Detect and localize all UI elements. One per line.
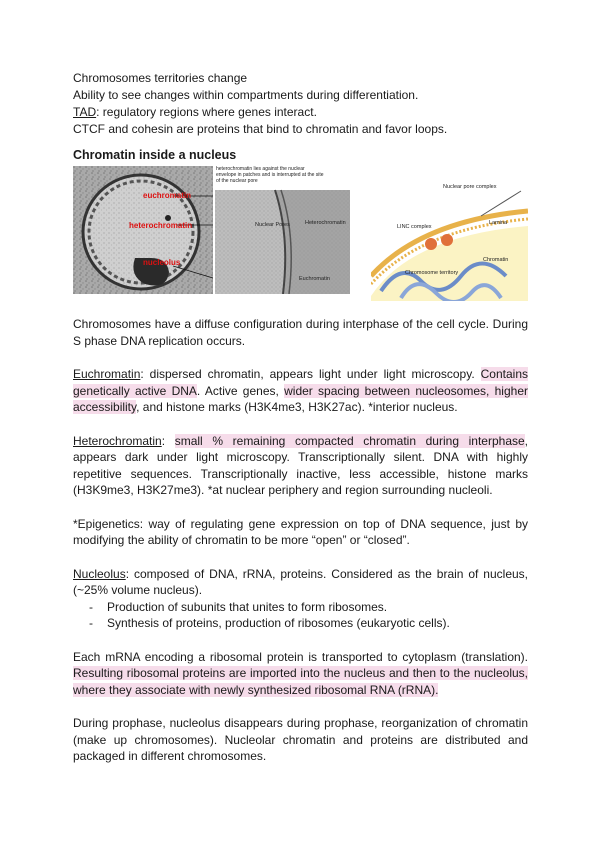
label-euchromatin: euchromatin [143, 191, 192, 200]
label-nuclear-pores: Nuclear Pores [255, 222, 290, 228]
tad-term: TAD [73, 105, 97, 119]
heterochromatin-term: Heterochromatin [73, 433, 162, 448]
euchromatin-term: Euchromatin [73, 367, 141, 381]
nucleus-micrograph [73, 166, 213, 294]
label-euchromatin-2: Euchromatin [299, 276, 330, 282]
euchromatin-highlight-2: wider spacing between nucleosomes, higher accessibility [73, 383, 528, 414]
tad-definition: : regulatory regions where genes interact. [96, 105, 317, 119]
label-npc: Nuclear pore complex [443, 184, 497, 190]
nucleolus-list [73, 599, 528, 632]
label-linc: LINC complex [397, 224, 432, 230]
euchromatin-text-e: , and histone marks (H3K4me3, H3K27ac). *interior nucleus. [136, 400, 458, 414]
nucleolus-term: Nucleolus [73, 566, 126, 581]
mrna-highlight: Resulting ribosomal proteins are imported into the nucleus and then to the nucleolus, where they associate with newly synthesized ribosomal RNA (rRNA). [73, 666, 528, 697]
mrna-text-a: Each mRNA encoding a ribosomal protein is transported to cytoplasm (translation). [73, 649, 528, 664]
label-nucleolus: nucleolus [143, 258, 181, 267]
heterochromatin-text-c: , appears dark under light microscopy. Transcriptionally silent. DNA with highly repetitive sequences. Transcriptionally inactive, less accessible, histone marks (H3K9me3, H3K27me3). *at nuclear periphery and region surrounding nucleoli. [73, 433, 529, 497]
nuclear-envelope-micrograph [215, 166, 350, 294]
paragraph-epigenetics: *Epigenetics: way of regulating gene expression on top of DNA sequence, just by modifying the ability of chromatin to be more “open” or “closed”. [73, 516, 528, 547]
intro-line-2: Ability to see changes within compartments during differentiation. [73, 88, 419, 102]
label-heterochromatin-2: Heterochromatin [305, 220, 346, 226]
paragraph-interphase: Chromosomes have a diffuse configuration during interphase of the cell cycle. During S phase DNA replication occurs. [73, 317, 528, 348]
intro-line-1: Chromosomes territories change [73, 71, 248, 85]
paragraph-prophase: During prophase, nucleolus disappears during prophase, reorganization of chromatin (make up chromosomes). Nucleolar chromatin and proteins are distributed and packaged in different chromosomes. [73, 716, 528, 763]
intro-line-4: CTCF and cohesin are proteins that bind to chromatin and favor loops. [73, 122, 448, 136]
euchromatin-highlight-1: Contains genetically active DNA [73, 367, 528, 398]
figure-strip [73, 166, 528, 301]
nuclear-periphery-diagram [371, 166, 528, 301]
document-page [73, 70, 528, 765]
micrograph-caption: heterochromatin lies against the nuclear envelope in patches and is interrupted at the site of the nuclear pore [216, 166, 324, 184]
euchromatin-text-c: . Active genes, [196, 383, 285, 398]
paragraph-euchromatin [73, 366, 528, 416]
nucleolus-definition: : composed of DNA, rRNA, proteins. Considered as the brain of nucleus, (~25% volume nucleus). [73, 566, 528, 597]
paragraph-nucleolus [73, 566, 528, 599]
paragraph-heterochromatin [73, 433, 528, 499]
heterochromatin-highlight: small % remaining compacted chromatin during interphase [174, 433, 525, 448]
intro-line-3 [73, 104, 528, 121]
heterochromatin-text-a: : [161, 433, 175, 448]
label-territory: Chromosome territory [405, 270, 459, 276]
label-lamina: Lamina [489, 220, 508, 226]
list-item: - Production of subunits that unites to form ribosomes. [73, 599, 528, 616]
section-title: Chromatin inside a nucleus [73, 148, 237, 162]
list-item: - Synthesis of proteins, production of ribosomes (eukaryotic cells). [73, 615, 528, 632]
euchromatin-text-a: : dispersed chromatin, appears light under light microscopy. [140, 367, 481, 381]
label-chromatin: Chromatin [483, 257, 509, 263]
paragraph-mrna [73, 649, 528, 699]
label-heterochromatin: heterochromatin [129, 221, 193, 230]
